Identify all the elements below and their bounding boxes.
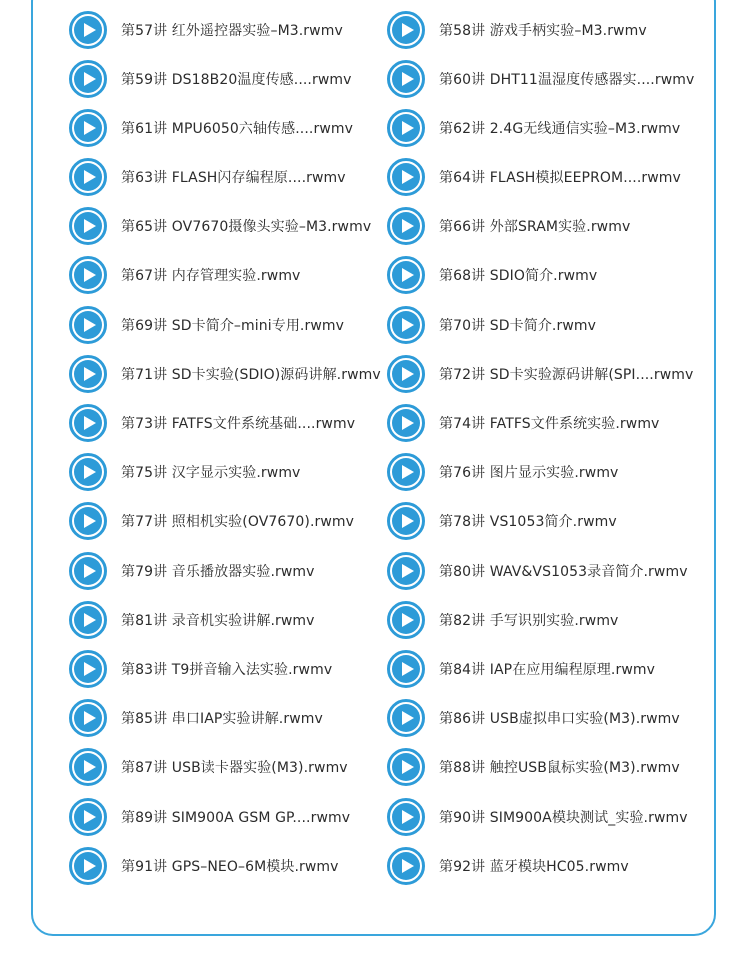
lecture-item[interactable] [69,792,350,841]
lecture-title: 第57讲 红外遥控器实验–M3.rwmv [121,22,343,39]
lecture-title: 第60讲 DHT11温湿度传感器实....rwmv [439,71,695,88]
lecture-title: 第82讲 手写识别实验.rwmv [439,612,619,629]
lecture-title: 第75讲 汉字显示实验.rwmv [121,465,301,482]
lecture-item[interactable] [387,153,681,202]
lecture-title: 第92讲 蓝牙模块HC05.rwmv [439,858,629,875]
lecture-item[interactable] [69,5,343,54]
play-triangle-icon [392,409,420,437]
lecture-row [0,743,750,792]
play-circle-icon[interactable] [387,60,425,98]
play-triangle-icon [392,163,420,191]
play-triangle-icon [74,409,102,437]
play-circle-icon[interactable] [387,355,425,393]
lecture-item[interactable] [387,103,680,152]
play-triangle-icon [74,852,102,880]
lecture-item[interactable] [69,202,371,251]
lecture-title: 第63讲 FLASH闪存编程原....rwmv [121,170,346,187]
play-triangle-icon [74,212,102,240]
lecture-item[interactable] [69,841,339,890]
play-triangle-icon [74,16,102,44]
play-triangle-icon [392,114,420,142]
lecture-row [0,644,750,693]
play-triangle-icon [392,16,420,44]
play-circle-icon[interactable] [69,207,107,245]
play-circle-icon[interactable] [69,847,107,885]
play-triangle-icon [74,114,102,142]
lecture-item[interactable] [387,497,617,546]
play-circle-icon[interactable] [387,699,425,737]
play-circle-icon[interactable] [69,158,107,196]
play-triangle-icon [74,261,102,289]
lecture-row [0,153,750,202]
play-circle-icon[interactable] [387,256,425,294]
play-triangle-icon [74,606,102,634]
lecture-title: 第64讲 FLASH模拟EEPROM....rwmv [439,170,681,187]
play-triangle-icon [74,458,102,486]
play-circle-icon[interactable] [387,502,425,540]
lecture-item[interactable] [387,546,688,595]
play-circle-icon[interactable] [69,699,107,737]
lecture-item[interactable] [69,743,348,792]
play-circle-icon[interactable] [387,306,425,344]
lecture-item[interactable] [387,54,694,103]
lecture-row [0,546,750,595]
play-triangle-icon [392,65,420,93]
lecture-title: 第91讲 GPS–NEO–6M模块.rwmv [121,858,339,875]
lecture-title: 第72讲 SD卡实验源码讲解(SPI....rwmv [439,366,694,383]
play-circle-icon[interactable] [387,601,425,639]
play-triangle-icon [392,803,420,831]
lecture-item[interactable] [387,644,655,693]
play-circle-icon[interactable] [387,453,425,491]
play-circle-icon[interactable] [387,158,425,196]
play-circle-icon[interactable] [69,109,107,147]
lecture-item[interactable] [69,546,315,595]
lecture-item[interactable] [69,448,300,497]
play-triangle-icon [392,458,420,486]
lecture-item[interactable] [69,595,315,644]
lecture-title: 第86讲 USB虚拟串口实验(M3).rwmv [439,711,680,728]
lecture-item[interactable] [387,202,630,251]
lecture-row [0,497,750,546]
lecture-title: 第59讲 DS18B20温度传感....rwmv [121,71,352,88]
lecture-title: 第77讲 照相机实验(OV7670).rwmv [121,514,355,531]
play-triangle-icon [74,803,102,831]
lecture-grid [0,5,750,890]
play-circle-icon[interactable] [387,748,425,786]
lecture-item[interactable] [387,841,629,890]
play-circle-icon[interactable] [387,11,425,49]
play-triangle-icon [74,311,102,339]
play-triangle-icon [74,507,102,535]
play-circle-icon[interactable] [387,847,425,885]
play-triangle-icon [74,704,102,732]
play-circle-icon[interactable] [69,798,107,836]
lecture-title: 第84讲 IAP在应用编程原理.rwmv [439,661,655,678]
play-triangle-icon [392,261,420,289]
play-circle-icon[interactable] [69,552,107,590]
lecture-item[interactable] [387,448,618,497]
lecture-item[interactable] [69,153,346,202]
lecture-row [0,5,750,54]
play-circle-icon[interactable] [387,552,425,590]
lecture-row [0,54,750,103]
lecture-item[interactable] [69,103,353,152]
lecture-row [0,595,750,644]
play-triangle-icon [392,606,420,634]
lecture-title: 第80讲 WAV&VS1053录音简介.rwmv [439,563,688,580]
lecture-item[interactable] [69,300,344,349]
lecture-item[interactable] [69,251,300,300]
play-circle-icon[interactable] [69,306,107,344]
lecture-title: 第81讲 录音机实验讲解.rwmv [121,612,315,629]
lecture-title: 第70讲 SD卡简介.rwmv [439,317,597,334]
lecture-item[interactable] [387,399,659,448]
lecture-item[interactable] [69,644,332,693]
lecture-item[interactable] [69,54,352,103]
lecture-title: 第67讲 内存管理实验.rwmv [121,268,301,285]
lecture-row [0,448,750,497]
play-circle-icon[interactable] [387,404,425,442]
lecture-title: 第83讲 T9拼音输入法实验.rwmv [121,661,333,678]
lecture-title: 第58讲 游戏手柄实验–M3.rwmv [439,22,647,39]
play-triangle-icon [392,753,420,781]
play-triangle-icon [74,753,102,781]
play-circle-icon[interactable] [69,355,107,393]
lecture-title: 第89讲 SIM900A GSM GP....rwmv [121,809,351,826]
play-triangle-icon [392,557,420,585]
play-triangle-icon [74,163,102,191]
lecture-row [0,399,750,448]
play-triangle-icon [392,507,420,535]
play-circle-icon[interactable] [69,11,107,49]
play-triangle-icon [392,704,420,732]
lecture-row [0,349,750,398]
lecture-title: 第85讲 串口IAP实验讲解.rwmv [121,711,323,728]
play-triangle-icon [74,360,102,388]
lecture-row [0,300,750,349]
play-triangle-icon [392,212,420,240]
lecture-title: 第61讲 MPU6050六轴传感....rwmv [121,120,353,137]
play-circle-icon[interactable] [69,404,107,442]
lecture-row [0,251,750,300]
lecture-row [0,103,750,152]
play-circle-icon[interactable] [69,453,107,491]
lecture-item[interactable] [69,497,354,546]
lecture-title: 第62讲 2.4G无线通信实验–M3.rwmv [439,120,681,137]
lecture-item[interactable] [69,349,381,398]
play-circle-icon[interactable] [69,256,107,294]
play-triangle-icon [74,557,102,585]
play-triangle-icon [74,65,102,93]
play-circle-icon[interactable] [387,650,425,688]
play-triangle-icon [392,655,420,683]
play-circle-icon[interactable] [69,650,107,688]
lecture-title: 第74讲 FATFS文件系统实验.rwmv [439,416,660,432]
lecture-item[interactable] [387,595,618,644]
lecture-item[interactable] [387,694,680,743]
lecture-row [0,792,750,841]
play-triangle-icon [74,655,102,683]
lecture-row [0,694,750,743]
lecture-title: 第71讲 SD卡实验(SDIO)源码讲解.rwmv [121,366,381,383]
lecture-item[interactable] [69,694,323,743]
lecture-item[interactable] [387,300,596,349]
lecture-title: 第88讲 触控USB鼠标实验(M3).rwmv [439,760,680,777]
lecture-title: 第76讲 图片显示实验.rwmv [439,465,619,482]
play-circle-icon[interactable] [69,502,107,540]
lecture-title: 第73讲 FATFS文件系统基础....rwmv [121,416,356,432]
lecture-title: 第68讲 SDIO简介.rwmv [439,268,598,285]
lecture-title: 第87讲 USB读卡器实验(M3).rwmv [121,760,348,777]
lecture-item[interactable] [387,5,647,54]
play-circle-icon[interactable] [69,60,107,98]
play-circle-icon[interactable] [387,207,425,245]
lecture-item[interactable] [387,792,688,841]
play-circle-icon[interactable] [69,601,107,639]
lecture-item[interactable] [387,349,693,398]
lecture-row [0,202,750,251]
lecture-title: 第90讲 SIM900A模块测试_实验.rwmv [439,809,688,826]
lecture-title: 第78讲 VS1053简介.rwmv [439,514,617,531]
lecture-item[interactable] [387,251,597,300]
lecture-item[interactable] [387,743,680,792]
play-circle-icon[interactable] [69,748,107,786]
play-triangle-icon [392,852,420,880]
play-circle-icon[interactable] [387,109,425,147]
lecture-title: 第79讲 音乐播放器实验.rwmv [121,563,315,580]
play-circle-icon[interactable] [387,798,425,836]
lecture-title: 第65讲 OV7670摄像头实验–M3.rwmv [121,219,372,236]
lecture-row [0,841,750,890]
play-triangle-icon [392,311,420,339]
lecture-item[interactable] [69,399,355,448]
lecture-title: 第69讲 SD卡简介–mini专用.rwmv [121,317,345,334]
play-triangle-icon [392,360,420,388]
lecture-title: 第66讲 外部SRAM实验.rwmv [439,219,631,236]
